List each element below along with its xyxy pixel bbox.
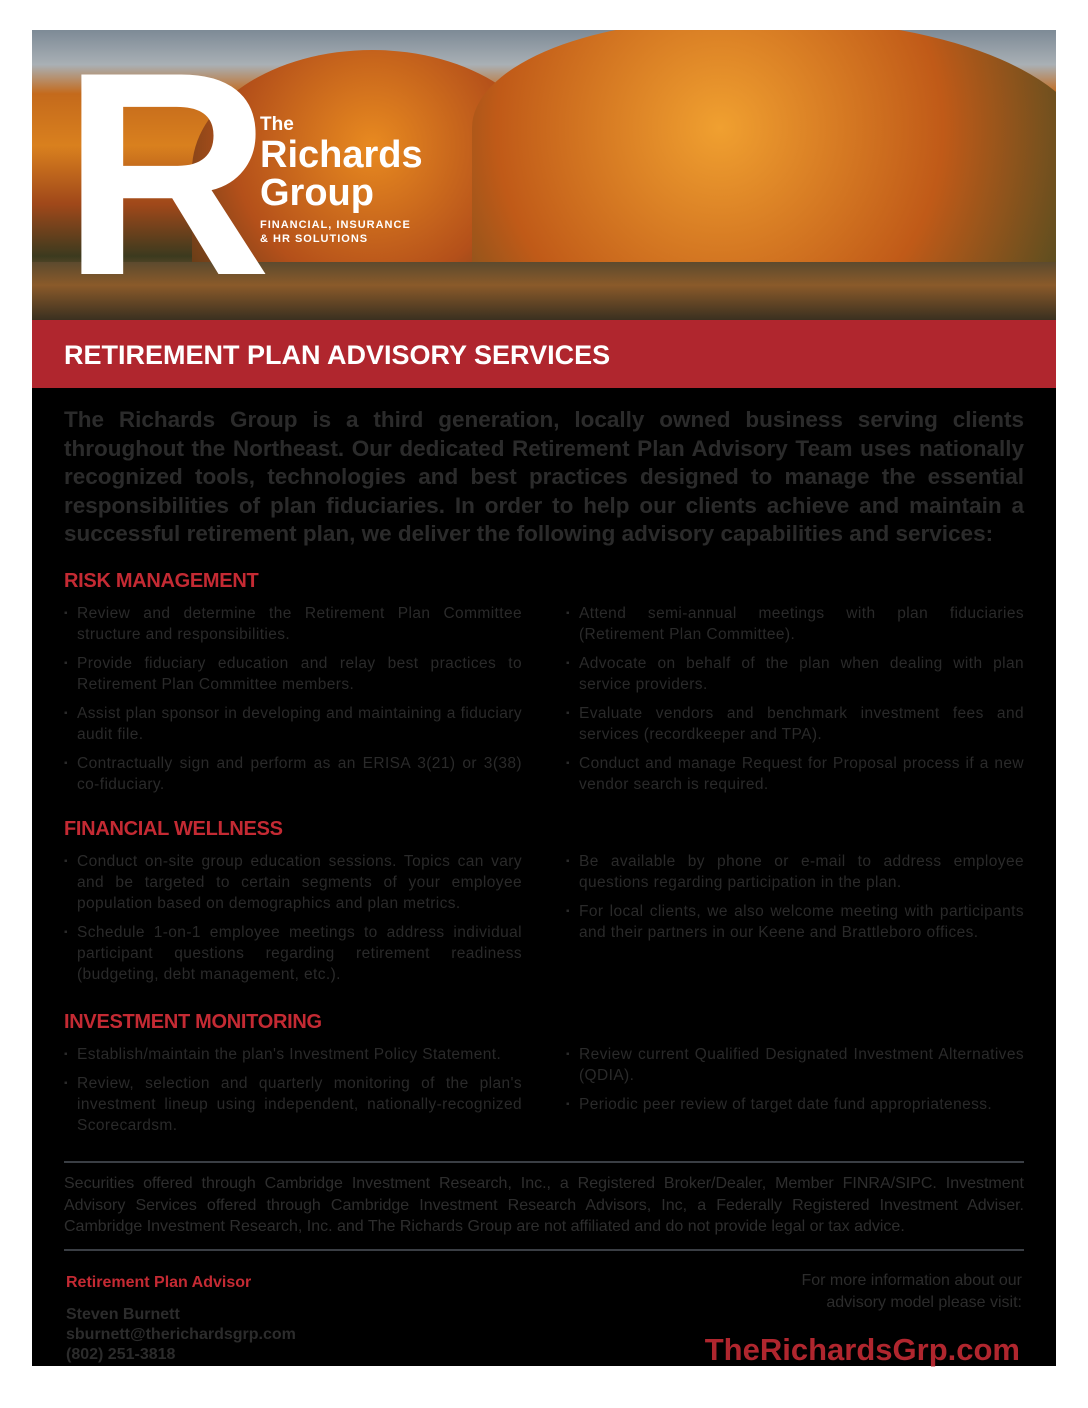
- logo-the: The: [260, 114, 294, 135]
- advisor-contact: [66, 1273, 296, 1365]
- logo-wordmark: [260, 114, 423, 246]
- list-item: ▪ Conduct and manage Request for Proposal process if a new vendor search is required.: [566, 753, 1024, 795]
- logo-name-1: Richards: [260, 134, 423, 176]
- list-item: ▪ Periodic peer review of target date fund appropriateness.: [566, 1094, 1024, 1115]
- list-item: ▪ Evaluate vendors and benchmark investment fees and services (recordkeeper and TPA).: [566, 703, 1024, 745]
- left-list: [64, 603, 522, 803]
- list-item: ▪ Attend semi-annual meetings with plan fiduciaries (Retirement Plan Committee).: [566, 603, 1024, 645]
- hero-image-autumn-lake: [32, 30, 1056, 320]
- list-item: ▪ Schedule 1-on-1 employee meetings to address individual participant questions regarding retirement readiness (budgeting, debt management, etc.).: [64, 922, 522, 985]
- list-item: ▪ Assist plan sponsor in developing and maintaining a fiduciary audit file.: [64, 703, 522, 745]
- list-item: ▪ Establish/maintain the plan's Investment Policy Statement.: [64, 1044, 522, 1065]
- divider: [64, 1161, 1024, 1163]
- list-item: ▪ Review and determine the Retirement Plan Committee structure and responsibilities.: [64, 603, 522, 645]
- right-list: [566, 1044, 1024, 1144]
- hero-hill: [472, 30, 1056, 290]
- list-item: ▪ For local clients, we also welcome meeting with participants and their partners in our Keene and Brattleboro offices.: [566, 901, 1024, 943]
- logo-name-2: Group: [260, 172, 374, 214]
- section-title: FINANCIAL WELLNESS: [64, 818, 283, 840]
- page-title: RETIREMENT PLAN ADVISORY SERVICES: [64, 340, 611, 370]
- list-item: ▪ Conduct on-site group education sessions. Topics can vary and be targeted to certain segments of your employee population based on demographics and plan metrics.: [64, 851, 522, 914]
- advisor-email[interactable]: sburnett@therichardsgrp.com: [66, 1326, 296, 1343]
- intro-paragraph: The Richards Group is a third generation, locally owned business serving clients throughout the Northeast. Our dedicated Retirement Plan Advisory Team uses nationally recognized tools, technologies and best practices designed to manage the essential responsibilities of plan fiduciaries. In order to help our clients achieve and maintain a successful retirement plan, we deliver the following advisory capabilities and services:: [64, 407, 1024, 546]
- section-risk-management: [64, 570, 1024, 803]
- left-list: [64, 851, 522, 993]
- advisor-name: Steven Burnett: [66, 1306, 180, 1323]
- section-investment-monitoring: [64, 1011, 1024, 1144]
- logo-r-mark: R: [62, 30, 262, 320]
- logo-tagline: FINANCIAL, INSURANCE & HR SOLUTIONS: [260, 219, 411, 245]
- advisor-phone: (802) 251-3818: [66, 1346, 176, 1363]
- list-item: ▪ Review current Qualified Designated Investment Alternatives (QDIA).: [566, 1044, 1024, 1086]
- list-item: ▪ Provide fiduciary education and relay best practices to Retirement Plan Committee members.: [64, 653, 522, 695]
- list-item: ▪ Be available by phone or e-mail to address employee questions regarding participation in the plan.: [566, 851, 1024, 893]
- list-item: ▪ Contractually sign and perform as an ERISA 3(21) or 3(38) co-fiduciary.: [64, 753, 522, 795]
- advisor-title: Retirement Plan Advisor: [66, 1274, 252, 1291]
- list-item: ▪ Review, selection and quarterly monitoring of the plan's investment lineup using independent, nationally-recognized Scorecardsm.: [64, 1073, 522, 1136]
- website-link[interactable]: TheRichardsGrp.com: [704, 1332, 1020, 1367]
- section-financial-wellness: [64, 818, 1024, 993]
- more-info: [801, 1270, 1022, 1313]
- section-title: RISK MANAGEMENT: [64, 570, 259, 592]
- right-list: [566, 851, 1024, 993]
- left-list: [64, 1044, 522, 1144]
- title-banner: [32, 320, 1056, 388]
- divider: [64, 1249, 1024, 1251]
- disclaimer: Securities offered through Cambridge Investment Research, Inc., a Registered Broker/Dealer, Member FINRA/SIPC. Investment Advisory Services offered through Cambridge Investment Research Advisors, Inc, a Federally Registered Investment Adviser. Cambridge Investment Research, Inc. and The Richards Group are not affiliated and do not provide legal or tax advice.: [64, 1175, 1024, 1235]
- list-item: ▪ Advocate on behalf of the plan when dealing with plan service providers.: [566, 653, 1024, 695]
- more-info-line: advisory model please visit:: [826, 1293, 1022, 1311]
- flyer-page: [32, 30, 1056, 1366]
- section-title: INVESTMENT MONITORING: [64, 1011, 322, 1033]
- right-list: [566, 603, 1024, 803]
- more-info-line: For more information about our: [801, 1272, 1022, 1289]
